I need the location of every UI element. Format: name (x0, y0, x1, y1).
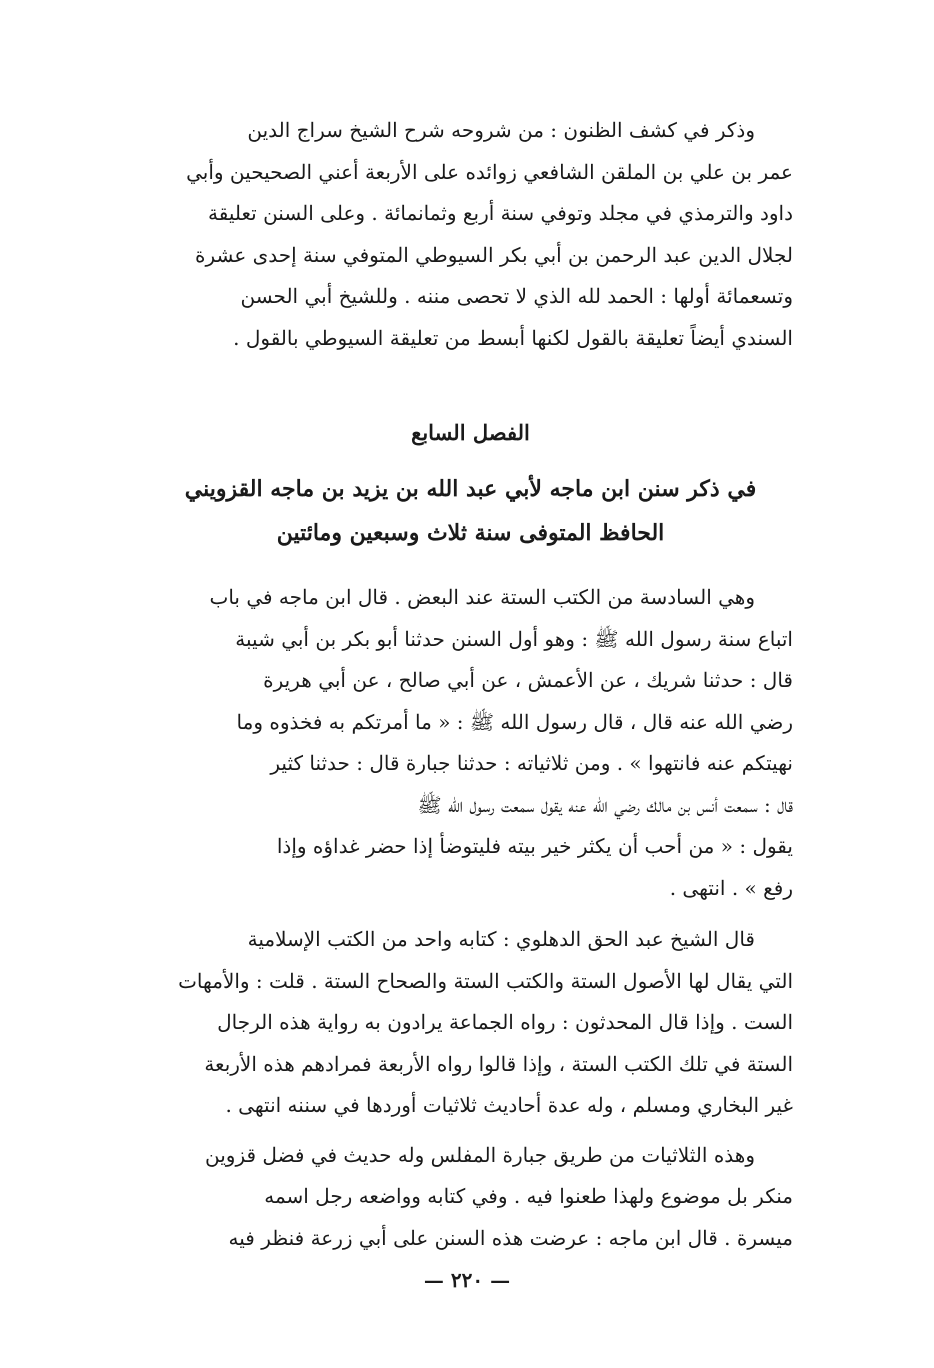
text-line: التي يقال لها الأصول الستة والكتب الستة والصحاح الستة . قلت : والأمهات (178, 968, 793, 993)
page-number: — ٢٢٠ — (423, 1268, 511, 1292)
section-title-line: في ذكر سنن ابن ماجه لأبي عبد الله بن يزيد بن ماجه القزويني (184, 476, 757, 502)
text-line: وهذه الثلاثيات من طريق جبارة المفلس وله حديث في فضل قزوين (205, 1142, 755, 1167)
text-line: اتباع سنة رسول الله ﷺ : وهو أول السنن حدثنا أبو بكر بن أبي شيبة (235, 626, 793, 651)
paragraph-thulathiyat (148, 1135, 793, 1260)
text-line: يقول : « من أحب أن يكثر خير بيته فليتوضأ إذا حضر غداؤه وإذا (276, 834, 793, 858)
text-line: وهي السادسة من الكتب الستة عند البعض . قال ابن ماجه في باب (209, 585, 755, 609)
text-line: ميسرة . قال ابن ماجه : عرضت هذه السنن على أبي زرعة فنظر فيه (228, 1225, 793, 1250)
text-line: وتسعمائة أولها : الحمد لله الذي لا تحصى مننه . وللشيخ أبي الحسن (240, 284, 793, 308)
text-line: الستة في تلك الكتب الستة ، وإذا قالوا رواه الأربعة فمرادهم هذه الأربعة (204, 1051, 793, 1076)
text-line: رفع » . انتهى . (669, 875, 793, 900)
paragraph-kashf-al-zunun (148, 110, 793, 359)
text-line: السندي أيضاً تعليقة بالقول لكنها أبسط من تعليقة السيوطي بالقول . (233, 325, 793, 350)
text-line: رضي الله عنه قال ، قال رسول الله ﷺ : « ما أمرتكم به فخذوه وما (236, 709, 793, 734)
text-line: غير البخاري ومسلم ، وله عدة أحاديث ثلاثيات أوردها في سننه انتهى . (225, 1093, 793, 1117)
text-line: عمر بن علي بن الملقن الشافعي زوائده على الأربعة أعني الصحيحين وأبي (186, 159, 793, 184)
section-title-line: الحافظ المتوفى سنة ثلاث وسبعين ومائتين (276, 520, 665, 546)
text-line: لجلال الدين عبد الرحمن بن أبي بكر السيوطي المتوفي سنة إحدى عشرة (194, 242, 793, 267)
paragraph-ibn-majah (148, 577, 793, 909)
text-line: منكر بل موضوع ولهذا طعنوا فيه . وفي كتابه وواضعه رجل اسمه (264, 1184, 793, 1208)
text-line: قال : سمعت أنس بن مالك رضي الله عنه يقول سمعت رسول الله ﷺ (417, 792, 793, 817)
chapter-title: الفصل السابع (411, 420, 530, 445)
section-title (148, 467, 793, 555)
paragraph-dehlawi (148, 919, 793, 1127)
text-line: قال : حدثنا شريك ، عن الأعمش ، عن أبي صالح ، عن أبي هريرة (263, 668, 793, 692)
page-body (148, 110, 793, 1259)
text-line: نهيتكم عنه فانتهوا » . ومن ثلاثياته : حدثنا جبارة قال : حدثنا كثير (270, 751, 793, 775)
text-line: الست . وإذا قال المحدثون : رواه الجماعة يرادون به رواية هذه الرجال (217, 1010, 793, 1034)
text-line: قال الشيخ عبد الحق الدهلوي : كتابه واحد من الكتب الإسلامية (247, 927, 755, 951)
text-line: وذكر في كشف الظنون : من شروحه شرح الشيخ سراج الدين (247, 118, 755, 142)
text-line: داود والترمذي في مجلد وتوفي سنة أربع وثمانمائة . وعلى السنن تعليقة (208, 201, 793, 225)
